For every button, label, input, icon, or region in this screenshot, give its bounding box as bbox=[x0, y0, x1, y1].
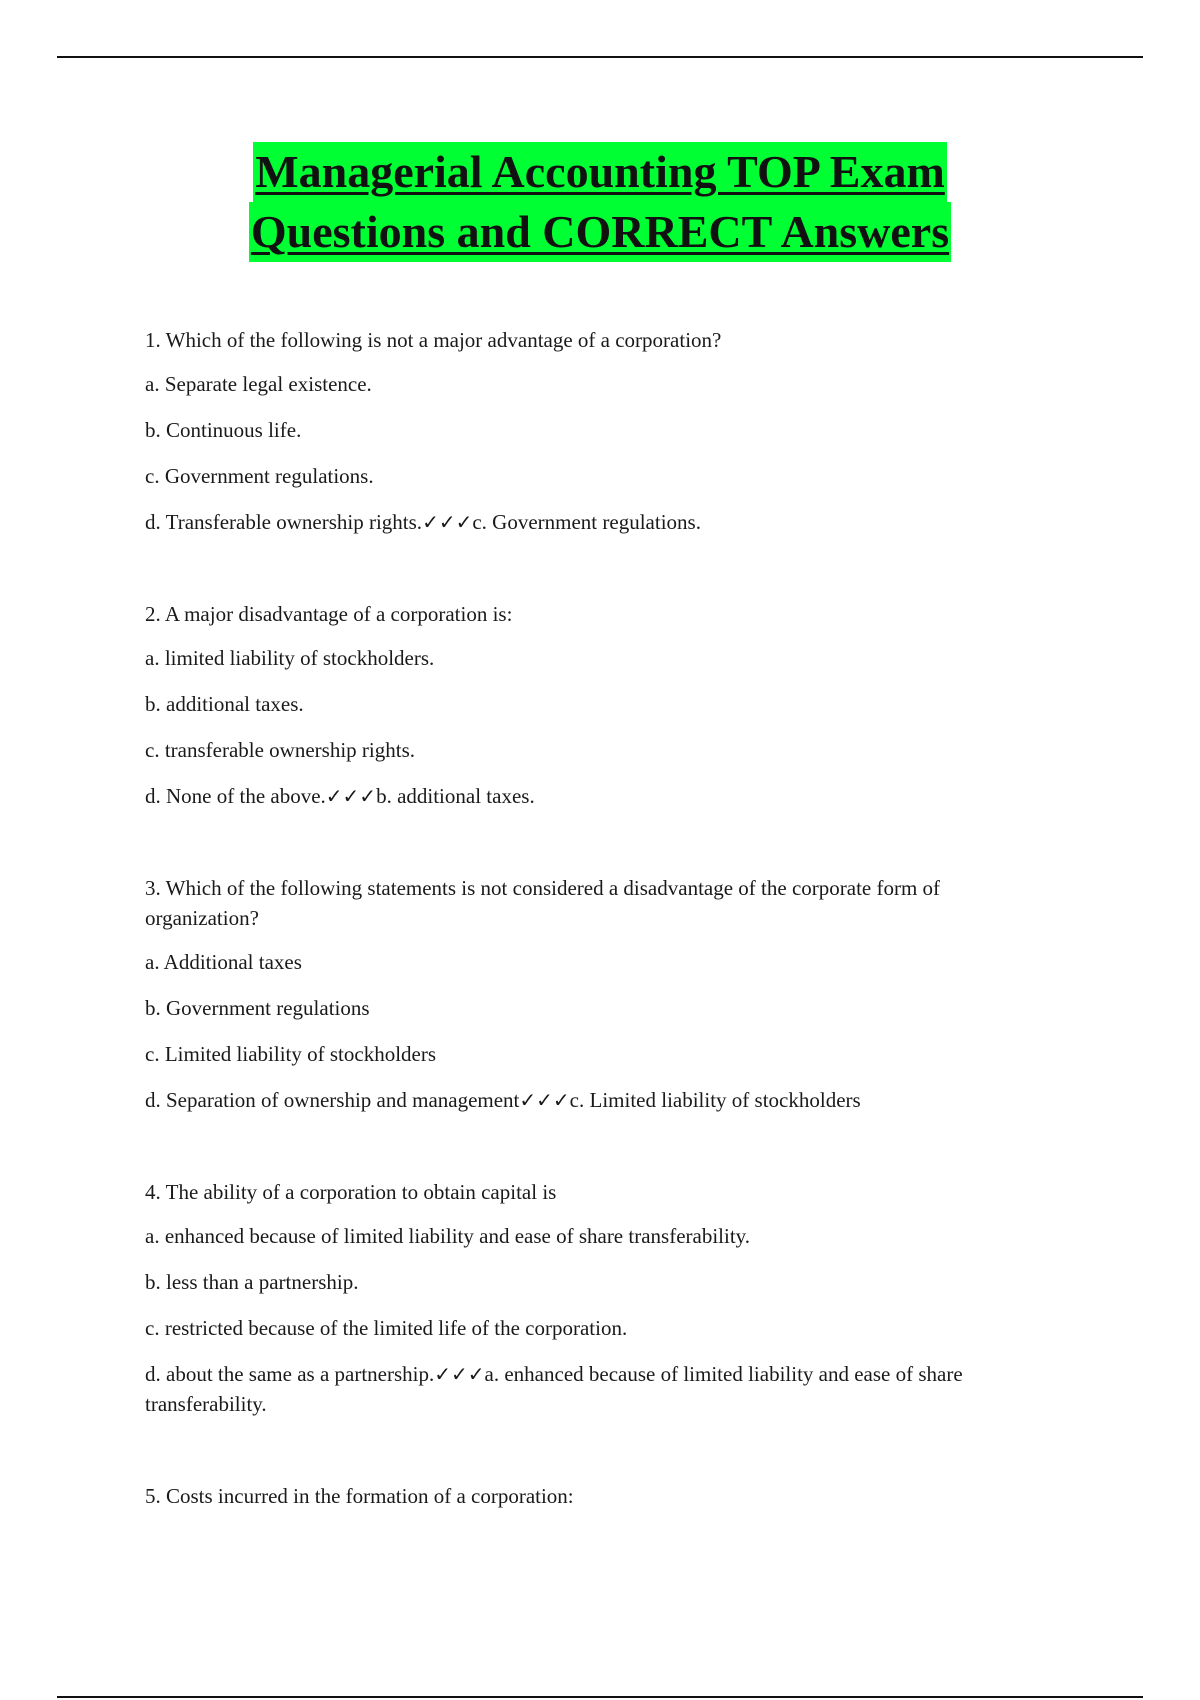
option-b: b. Government regulations bbox=[145, 996, 370, 1020]
question-1 bbox=[145, 325, 1045, 537]
option-d: d. about the same as a partnership. bbox=[145, 1362, 435, 1386]
option-d: d. None of the above. bbox=[145, 784, 326, 808]
option-c: c. Government regulations. bbox=[145, 464, 374, 488]
correct-answer: c. Limited liability of stockholders bbox=[569, 1088, 861, 1112]
option-a: a. Additional taxes bbox=[145, 950, 302, 974]
top-rule bbox=[57, 56, 1143, 58]
option-d-with-answer bbox=[145, 1359, 1045, 1419]
option-b: b. less than a partnership. bbox=[145, 1270, 359, 1294]
question-2 bbox=[145, 599, 1045, 811]
option-a: a. limited liability of stockholders. bbox=[145, 646, 435, 670]
option-c: c. restricted because of the limited life of the corporation. bbox=[145, 1316, 628, 1340]
question-text: 5. Costs incurred in the formation of a corporation: bbox=[145, 1484, 574, 1508]
option-c: c. transferable ownership rights. bbox=[145, 738, 415, 762]
option-d-with-answer bbox=[145, 781, 1045, 811]
question-5 bbox=[145, 1481, 1045, 1511]
title-line-1: Managerial Accounting TOP Exam bbox=[253, 142, 947, 202]
option-b: b. Continuous life. bbox=[145, 418, 302, 442]
correct-answer: a. enhanced because of limited liability and ease of share transferability. bbox=[145, 1362, 963, 1416]
correct-answer: c. Government regulations. bbox=[472, 510, 701, 534]
option-d-with-answer bbox=[145, 1085, 1045, 1115]
bottom-rule bbox=[57, 1696, 1143, 1698]
option-d-with-answer bbox=[145, 507, 1045, 537]
option-a: a. enhanced because of limited liability and ease of share transferability. bbox=[145, 1224, 751, 1248]
question-text: 4. The ability of a corporation to obtain capital is bbox=[145, 1180, 557, 1204]
questions-list bbox=[145, 325, 1045, 1525]
question-4 bbox=[145, 1177, 1045, 1419]
correct-answer: b. additional taxes. bbox=[376, 784, 535, 808]
option-c: c. Limited liability of stockholders bbox=[145, 1042, 437, 1066]
question-text: 2. A major disadvantage of a corporation is: bbox=[145, 602, 513, 626]
option-d: d. Transferable ownership rights. bbox=[145, 510, 423, 534]
checkmark-icon: ✓✓✓ bbox=[422, 510, 473, 534]
checkmark-icon: ✓✓✓ bbox=[519, 1088, 570, 1112]
option-b: b. additional taxes. bbox=[145, 692, 304, 716]
question-text: 1. Which of the following is not a major advantage of a corporation? bbox=[145, 328, 722, 352]
option-d: d. Separation of ownership and management bbox=[145, 1088, 520, 1112]
page-title bbox=[0, 142, 1200, 262]
title-line-2: Questions and CORRECT Answers bbox=[249, 202, 951, 262]
option-a: a. Separate legal existence. bbox=[145, 372, 372, 396]
checkmark-icon: ✓✓✓ bbox=[325, 784, 377, 808]
question-text: 3. Which of the following statements is not considered a disadvantage of the corporate form of organization? bbox=[145, 876, 941, 930]
question-3 bbox=[145, 873, 1045, 1115]
checkmark-icon: ✓✓✓ bbox=[434, 1362, 485, 1386]
